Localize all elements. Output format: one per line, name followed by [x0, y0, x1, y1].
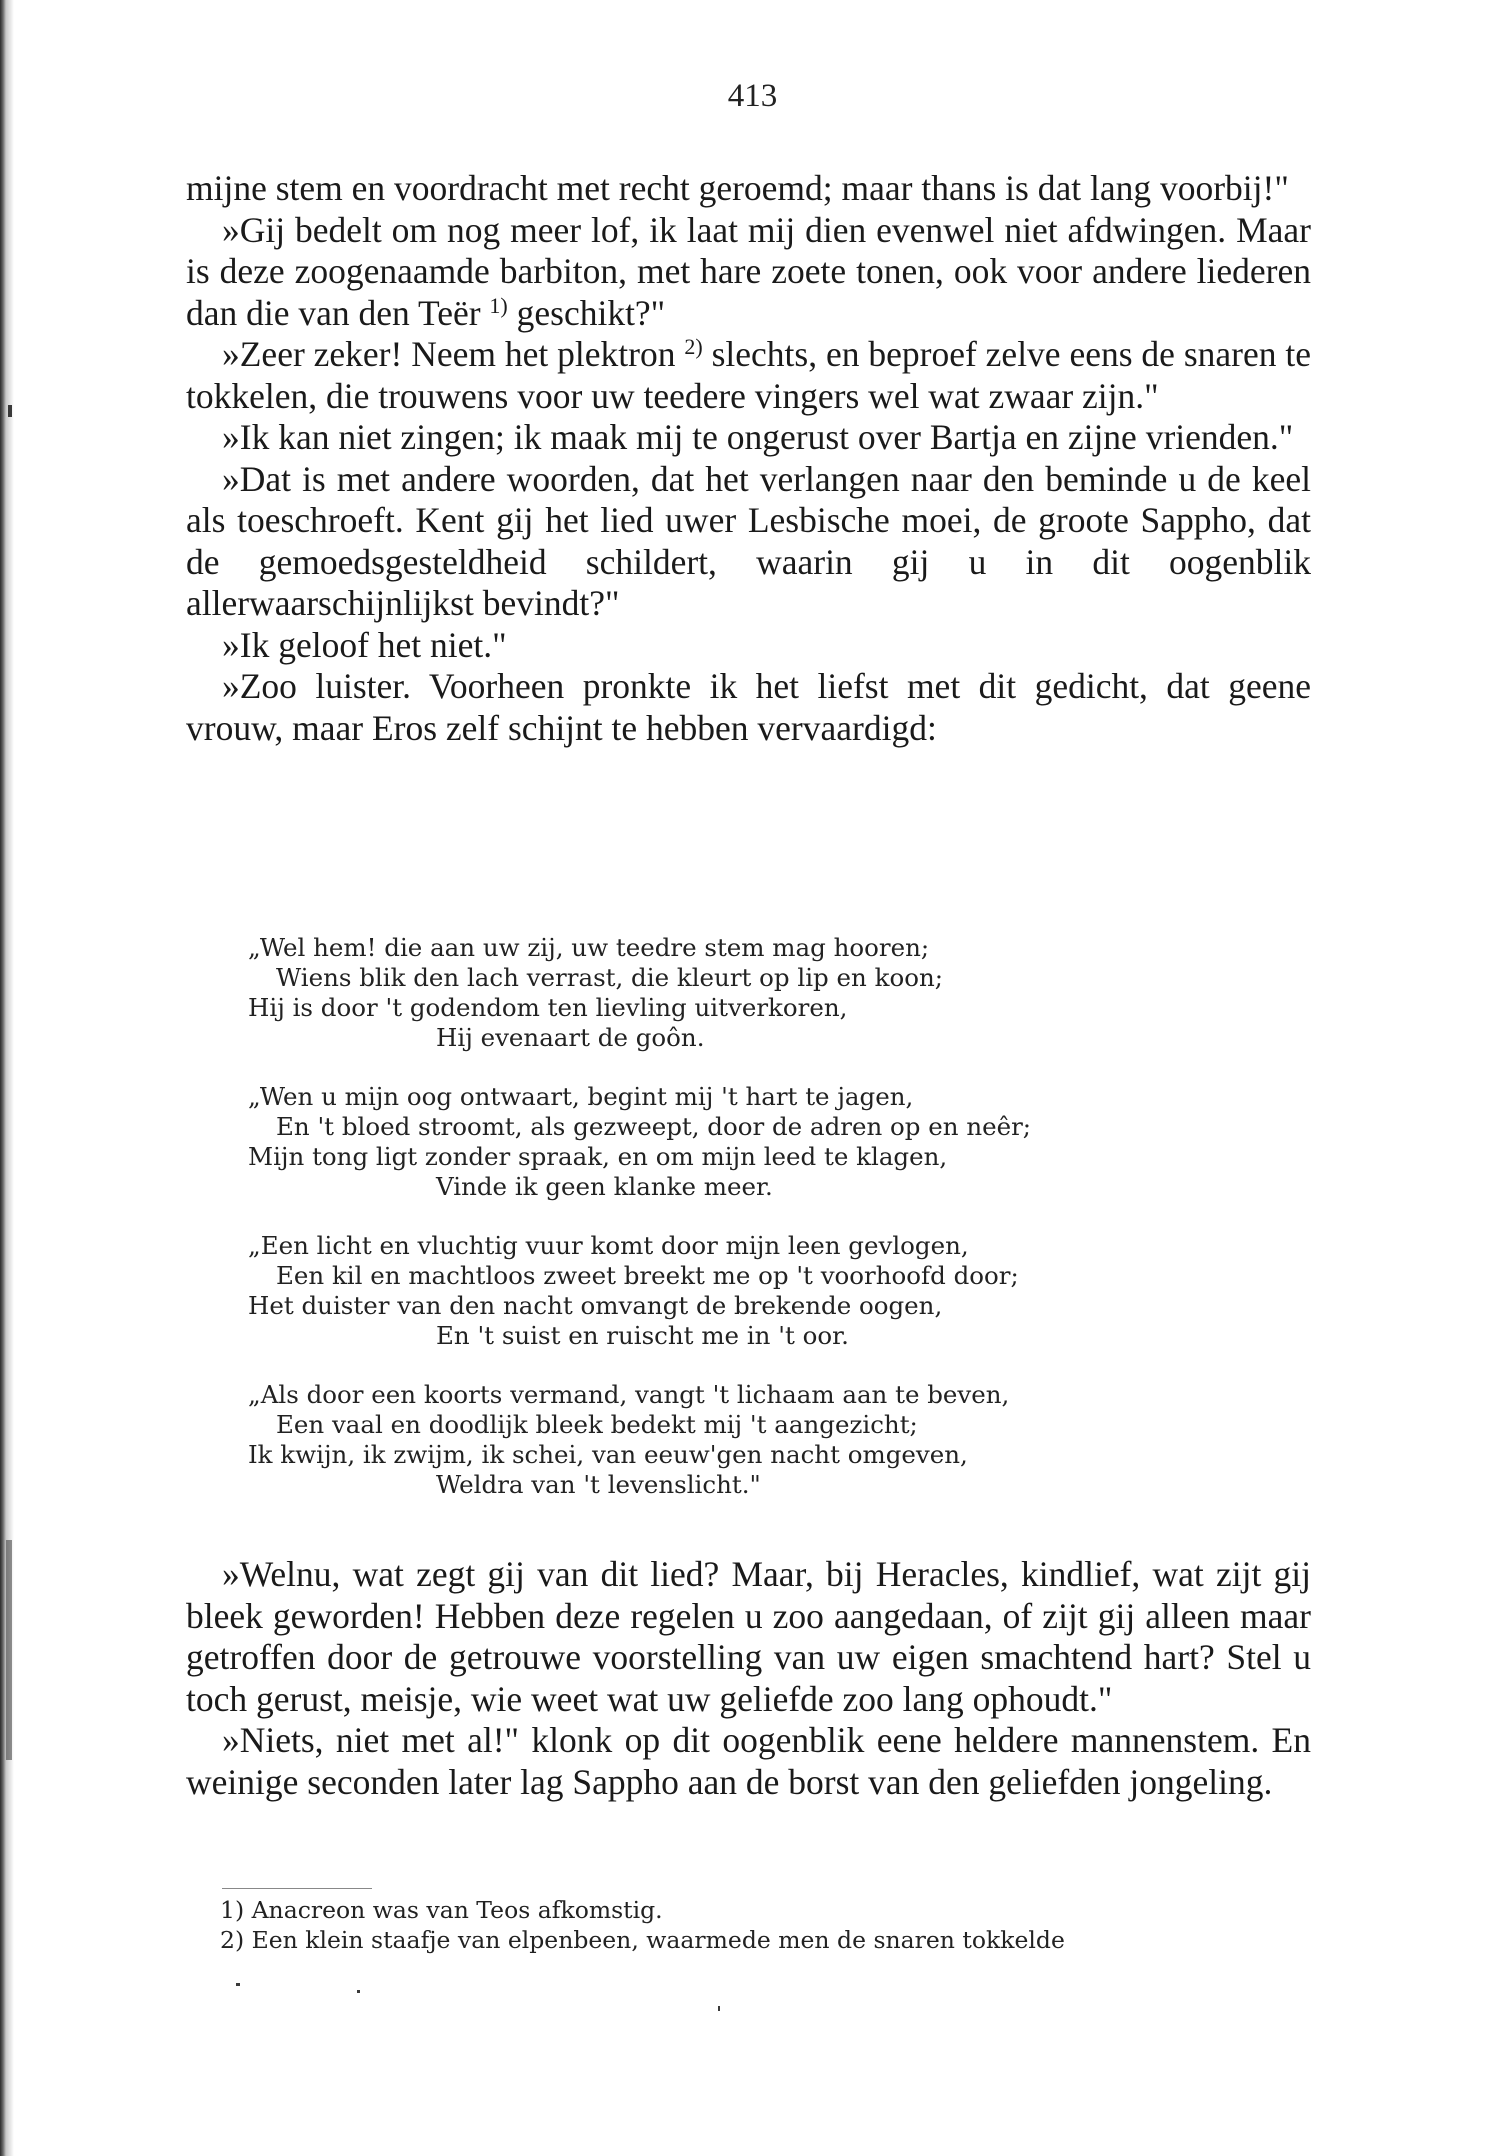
paragraph: »Ik kan niet zingen; ik maak mij te ongerust over Bartja en zijne vrienden." [222, 417, 1294, 457]
poem-stanza [248, 1231, 1268, 1351]
paragraph: »Zeer zeker! Neem het plektron $^{2)}$ slechts, en beproef zelve eens de snaren te tokkelen, die trouwens voor uw teedere vingers wel wat zwaar zijn." [186, 333, 1311, 416]
poem-line: „Wen u mijn oog ontwaart, begint mij 't hart te jagen, [248, 1082, 914, 1111]
poem-line: Vinde ik geen klanke meer. [436, 1172, 773, 1201]
poem-line: Hij is door 't godendom ten lievling uitverkoren, [248, 993, 848, 1022]
paragraph: »Dat is met andere woorden, dat het verlangen naar den beminde u de keel als toeschroeft. Kent gij het lied uwer Lesbische moei, de groote Sappho, dat de gemoedsgesteldheid schildert, waarin gij u in dit oogenblik allerwaarschijnlijkst bevindt?" [186, 458, 1311, 623]
page-edge-speck [357, 1990, 360, 1993]
footnote: 1) Anacreon was van Teos afkomstig. [220, 1896, 663, 1924]
page-edge-speck [236, 1983, 240, 1986]
footnote-ref: 2) [684, 333, 703, 359]
footnote-divider [222, 1888, 372, 1889]
footnote: 2) Een klein staafje van elpenbeen, waarmede men de snaren tokkelde [220, 1926, 1065, 1954]
prose-top [186, 168, 1311, 749]
poem-line: Weldra van 't levenslicht." [436, 1470, 761, 1499]
poem-line: Een vaal en doodlijk bleek bedekt mij 't aangezicht; [276, 1410, 918, 1439]
paragraph: »Niets, niet met al!" klonk op dit oogenblik eene heldere mannenstem. En weinige seconden later lag Sappho aan de borst van den geliefden jongeling. [186, 1720, 1311, 1802]
poem-stanza [248, 933, 1268, 1053]
poem-line: En 't suist en ruischt me in 't oor. [436, 1321, 849, 1350]
poem-line: Hij evenaart de goôn. [436, 1023, 705, 1052]
poem-line: Een kil en machtloos zweet breekt me op 't voorhoofd door; [276, 1261, 1019, 1290]
poem-line: „Een licht en vluchtig vuur komt door mijn leen gevlogen, [248, 1231, 969, 1260]
footnote-ref: 1) [489, 292, 508, 318]
paragraph: »Ik geloof het niet." [222, 624, 507, 665]
poem-line: Ik kwijn, ik zwijm, ik schei, van eeuw'gen nacht omgeven, [248, 1440, 968, 1469]
poem-stanza [248, 1380, 1268, 1500]
poem-line: Mijn tong ligt zonder spraak, en om mijn leed te klagen, [248, 1142, 948, 1171]
paragraph: »Zoo luister. Voorheen pronkte ik het liefst met dit gedicht, dat geene vrouw, maar Eros zelf schijnt te hebben vervaardigd: [186, 666, 1311, 748]
poem-line: „Wel hem! die aan uw zij, uw teedre stem mag hooren; [248, 933, 930, 962]
paragraph: »Gij bedelt om nog meer lof, ik laat mij dien evenwel niet afdwingen. Maar is deze zoogenaamde barbiton, met hare zoete tonen, ook voor andere liederen dan die van den Teër $^{1)}$ geschikt?" [186, 209, 1311, 333]
poem [248, 933, 1268, 1529]
page-edge-speck [6, 1540, 12, 1760]
poem-line: Het duister van den nacht omvangt de brekende oogen, [248, 1291, 943, 1320]
footnotes [220, 1895, 1330, 1955]
poem-stanza [248, 1082, 1268, 1202]
poem-line: „Als door een koorts vermand, vangt 't lichaam aan te beven, [248, 1380, 1010, 1409]
paragraph: »Welnu, wat zegt gij van dit lied? Maar, bij Heracles, kindlief, wat zijt gij bleek geworden! Hebben deze regelen u zoo aangedaan, of zijt gij alleen maar getroffen door de getrouwe voorstelling van uw eigen smachtend hart? Stel u toch gerust, meisje, wie weet wat uw geliefde zoo lang ophoudt." [186, 1554, 1311, 1719]
poem-line: En 't bloed stroomt, als gezweept, door de adren op en neêr; [276, 1112, 1032, 1141]
paragraph: mijne stem en voordracht met recht geroemd; maar thans is dat lang voorbij!" [186, 168, 1289, 208]
page-edge-shadow [0, 0, 14, 2156]
prose-bottom [186, 1554, 1311, 1803]
page-edge-speck [8, 405, 12, 417]
page-edge-speck [718, 2006, 720, 2011]
page-number: 413 [727, 78, 778, 114]
poem-line: Wiens blik den lach verrast, die kleurt op lip en koon; [276, 963, 943, 992]
